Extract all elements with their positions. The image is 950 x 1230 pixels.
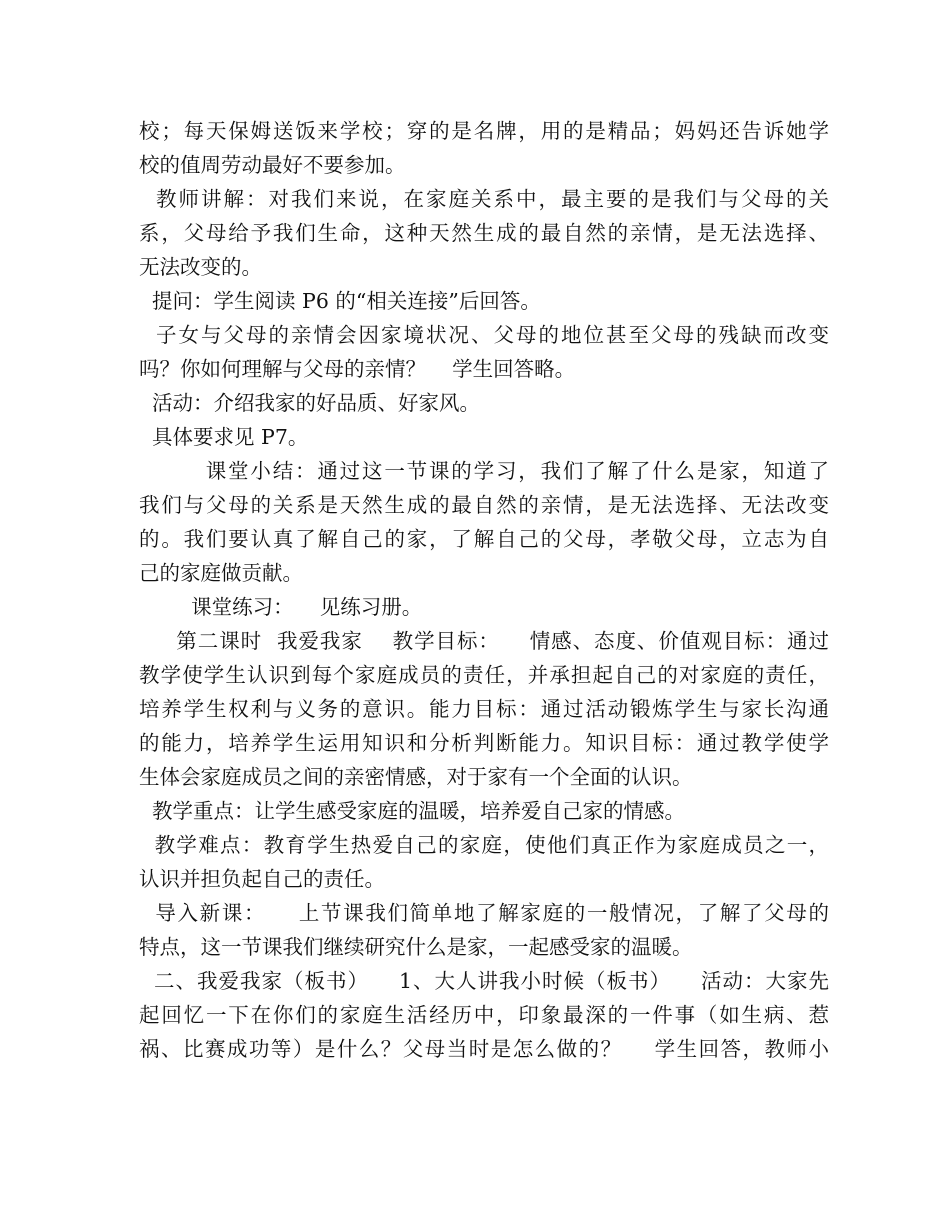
text-line: 我们与父母的关系是天然生成的最自然的亲情，是无法选择、无法改变 — [139, 493, 829, 517]
text-line: 教师讲解：对我们来说，在家庭关系中，最主要的是我们与父母的关 — [139, 187, 829, 211]
text-line: 祸、比赛成功等）是什么？父母当时是怎么做的？ 学生回答，教师小 — [139, 1037, 829, 1061]
text-line: 培养学生权利与义务的意识。能力目标：通过活动锻炼学生与家长沟通 — [139, 697, 829, 721]
text-line: 教学重点：让学生感受家庭的温暖，培养爱自己家的情感。 — [139, 799, 686, 823]
text-line: 课堂练习： 见练习册。 — [139, 595, 423, 619]
text-line: 提问：学生阅读 P6 的“相关连接”后回答。 — [139, 289, 541, 313]
text-line: 活动：介绍我家的好品质、好家风。 — [139, 391, 481, 415]
text-line: 系，父母给予我们生命，这种天然生成的最自然的亲情，是无法选择、 — [139, 221, 829, 245]
text-line: 导入新课： 上节课我们简单地了解家庭的一般情况，了解了父母的 — [139, 901, 829, 925]
body-text — [139, 114, 829, 1066]
text-line: 起回忆一下在你们的家庭生活经历中，印象最深的一件事（如生病、惹 — [139, 1003, 829, 1027]
text-line: 校；每天保姆送饭来学校；穿的是名牌，用的是精品；妈妈还告诉她学 — [139, 119, 829, 143]
text-line: 特点，这一节课我们继续研究什么是家，一起感受家的温暖。 — [139, 935, 693, 959]
text-line: 己的家庭做贡献。 — [139, 561, 303, 585]
text-line: 无法改变的。 — [139, 255, 262, 279]
text-line: 的能力，培养学生运用知识和分析判断能力。知识目标：通过教学使学 — [139, 731, 829, 755]
text-line: 吗？你如何理解与父母的亲情？ 学生回答略。 — [139, 357, 576, 381]
text-line: 课堂小结：通过这一节课的学习，我们了解了什么是家，知道了 — [139, 459, 829, 483]
text-line: 教学使学生认识到每个家庭成员的责任，并承担起自己的对家庭的责任， — [139, 663, 829, 687]
text-line: 的。我们要认真了解自己的家，了解自己的父母，孝敬父母，立志为自 — [139, 527, 829, 551]
text-line: 生体会家庭成员之间的亲密情感，对于家有一个全面的认识。 — [139, 765, 693, 789]
text-line: 具体要求见 P7。 — [139, 425, 309, 449]
text-line: 认识并担负起自己的责任。 — [139, 867, 385, 891]
text-line: 子女与父母的亲情会因家境状况、父母的地位甚至父母的残缺而改变 — [139, 323, 829, 347]
text-line: 教学难点：教育学生热爱自己的家庭，使他们真正作为家庭成员之一， — [139, 833, 829, 857]
text-line: 校的值周劳动最好不要参加。 — [139, 153, 406, 177]
text-line: 二、我爱我家（板书） 1、大人讲我小时候（板书） 活动：大家先 — [139, 969, 829, 993]
text-line: 第二课时 我爱我家 教学目标： 情感、态度、价值观目标：通过 — [139, 629, 829, 653]
